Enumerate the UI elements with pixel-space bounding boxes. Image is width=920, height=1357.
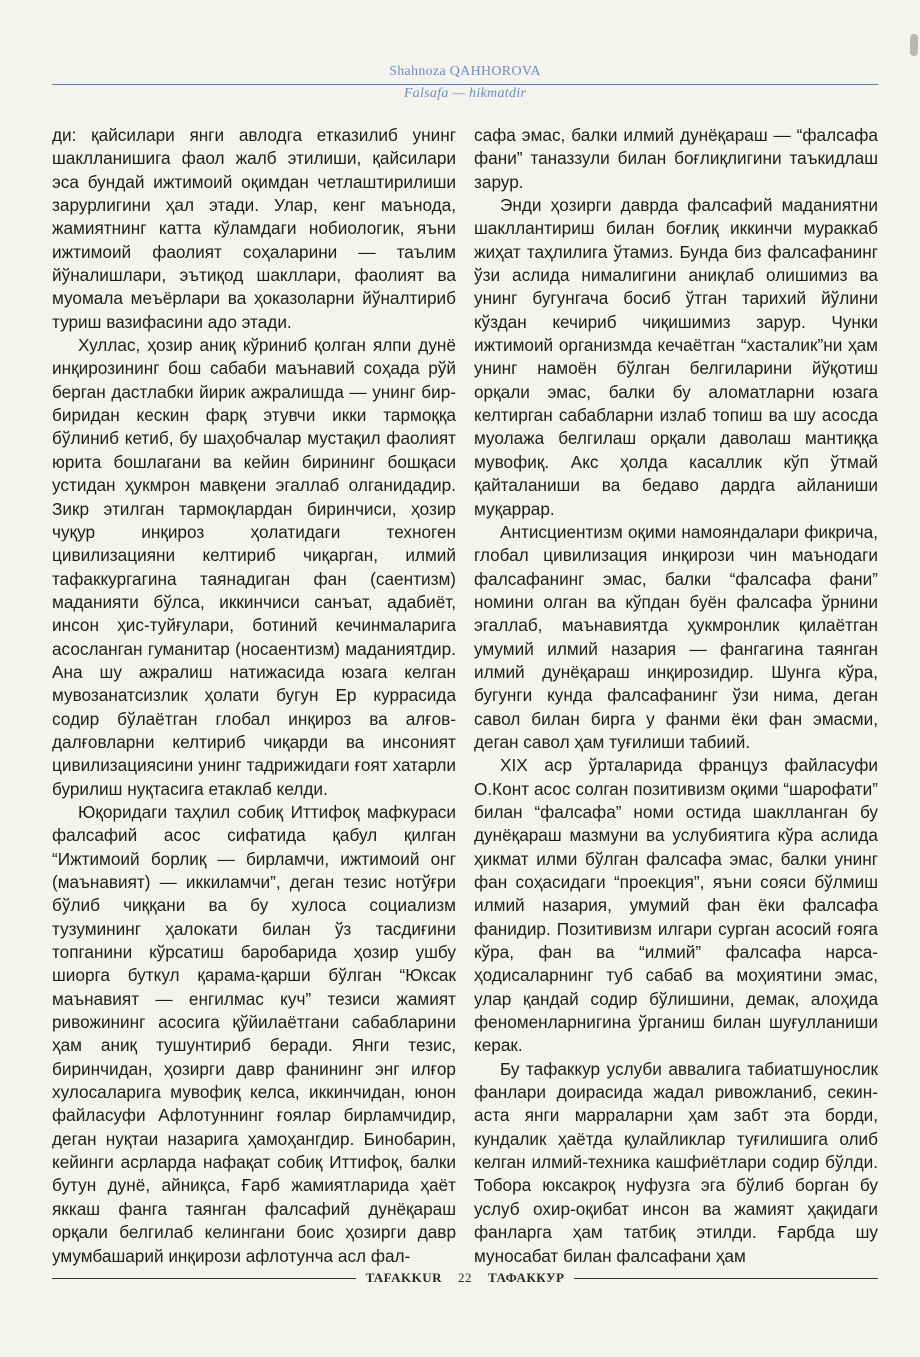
header-rule (52, 84, 878, 85)
paragraph: Юқоридаги таҳлил собиқ Иттифоқ мафкураси фалсафий асос сифатида қабул қилган “Ижтимоий борлиқ — бирламчи, ижтимоий онг (маънавият) — иккиламчи”, деган тезис нотўғри бўлиб чиққани ва бу хулоса социализм тузумининг ҳалокати билан ўз тасдиғини топганини кўрсатиш баробарида ҳозир ушбу шиорга буткул қарама-қарши бўлган “Юксак маънавият — енгилмас куч” тезиси жамият ривожининг асосига қўйилаётгани сабабларини ҳам аниқ тушунтириб беради. Янги тезис, биринчидан, ҳозирги давр фанининг энг илғор хулосаларига мувофиқ келса, иккинчидан, юнон файласуфи Афлотуннинг ғоялар бирламчидир, деган нуқтаи назарига ҳамоҳангдир. Бинобарин, кейинги асрларда нафақат собиқ Иттифоқ, балки бутун дунё, айниқса, Ғарб жамиятларида ҳаёт яккаш фанга таянган фалсафий дунёқараш орқали белгилаб келингани боис ҳозирги давр умумбашарий инқирози афлотунча асл фал- (52, 801, 456, 1266)
paragraph: ди: қайсилари янги авлодга етказилиб унинг шаклланишига фаол жалб этилиши, қайсилари эса бундай ижтимоий оқимдан четлаштирилиши зарурлигини ҳал этади. Улар, кенг маънода, жамиятнинг катта кўламдаги нобиологик, яъни ижтимоий фаолият соҳаларини — таълим йўналишлари, эътиқод шакллари, фаолият ва муомала меъёрлари ва ҳоказоларни йўналтириб туриш вазифасини адо этади. (52, 125, 456, 332)
paragraph: Бу тафаккур услуби аввалига табиатшунослик фанлари доирасида жадал ривожланиб, секин-аста янги марраларни ҳам забт эта борди, кундалик ҳаётда қулайликлар туғилишига олиб келган илмий-техника кашфиётлари содир бўлди. Тобора юксакроқ нуфузга эга бўлиб борган бу услуб охир-оқибат инсон ва жамият ҳақидаги фанларга ҳам татбиқ этилди. Ғарбда шу муносабат билан фалсафани ҳам (474, 1058, 878, 1266)
footer-rule-left (52, 1278, 356, 1279)
running-head-author: Shahnoza QAHHOROVA (389, 64, 541, 79)
running-head-title: Falsafa — hikmatdir (403, 86, 527, 101)
paragraph: сафа эмас, балки илмий дунёқараш — “фалсафа фани” таназзули билан боғлиқлигини таъкидлаш зарур. (474, 125, 878, 192)
page-edge-mark (910, 34, 918, 56)
footer-journal-cyrillic: ТАФАККУР (488, 1270, 565, 1285)
paragraph: Энди ҳозирги даврда фалсафий маданиятни шакллантириш билан боғлиқ иккинчи мураккаб жиҳат таҳлилига ўтамиз. Бунда биз фалсафанинг ўзи аслида нималигини аниқлаб олишимиз ва унинг бугунгача босиб ўтган тарихий йўлини кўздан кечириб чиқишимиз зарур. Чунки ижтимоий организмда кечаётган “хасталик”ни ҳам унинг намоён бўлган белгиларини йўқотиш орқали эмас, балки бу аломатларни юзага келтирган сабабларни излаб топиш ва шу асосда муолажа белгилаш орқали даволаш мантиққа мувофиқ. Акс ҳолда касаллик кўп ўтмай қайталаниши ва бедаво дардга айланиши муқаррар. (474, 195, 878, 519)
right-column (474, 124, 878, 1268)
left-column (52, 124, 456, 1268)
page-number: 22 (458, 1270, 473, 1285)
footer-journal-latin: TAFAKKUR (365, 1270, 443, 1285)
footer-rule-right (574, 1278, 878, 1279)
paragraph: XIX аср ўрталарида француз файласуфи О.Конт асос солган позитивизм оқими “шарофати” билан “фалсафа” номи остида шаклланган бу дунёқараш мазмуни ва услубиятига кўра аслида ҳикмат илми бўлган фалсафа эмас, балки унинг фан соҳасидаги “проекция”, яъни сояси бўлмиш илмий назария, умумий фан ёки фалсафа фанидир. Позитивизм илгари сурган асосий ғояга кўра, фан ва “илмий” фалсафа нарса-ҳодисаларнинг туб сабаб ва моҳиятини эмас, улар қандай содир бўлишини, демак, алоҳида феноменларнигина ўрганиш билан шуғулланиши керак. (474, 755, 878, 1056)
paragraph: Антисциентизм оқими намояндалари фикрича, глобал цивилизация инқирози чин маънодаги фалсафанинг эмас, балки “фалсафа фани” номини олган ва кўпдан буён фалсафа ўрнини эгаллаб, маънавиятда ҳукмронлик қилаётган умумий илмий назария — фангагина таянган илмий дунёқараш инқирозидир. Шунга кўра, бугунги кунда фалсафанинг ўзи нима, деган савол билан бирга у фанми ёки фан эмасми, деган савол ҳам туғилиши табиий. (474, 521, 878, 752)
footer (52, 1268, 878, 1288)
paragraph: Хуллас, ҳозир аниқ кўриниб қолган ялпи дунё инқирозининг бош сабаби маънавий соҳада рўй берган дастлабки йирик ажралишда — унинг бир-биридан кескин фарқ этувчи икки тармоққа бўлиниб кетиб, бу шаҳобчалар мустақил фаолият юрита бошлагани ва кейин бирининг бошқаси устидан ҳукмрон мавқени эгаллаб олганидадир. Зикр этилган тармоқлардан биринчиси, ҳозир чуқур инқироз ҳолатидаги техноген цивилизацияни келтириб чиқарган, илмий тафаккургагина таянадиган фан (саентизм) маданияти бўлса, иккинчиси санъат, адабиёт, инсон ҳис-туйғулари, ботиний кечинмаларига асосланган гуманитар (носаентизм) маданиятдир. Ана шу ажралиш натижасида юзага келган мувозанатсизлик ҳолати бугун Ер куррасида содир бўлаётган глобал инқироз ва алғов-далғовларни келтириб чиқарди ва инсоният цивилизациясини унинг тадрижидаги ғоят хатарли бурилиш нуқтасига етаклаб келди. (52, 335, 456, 799)
